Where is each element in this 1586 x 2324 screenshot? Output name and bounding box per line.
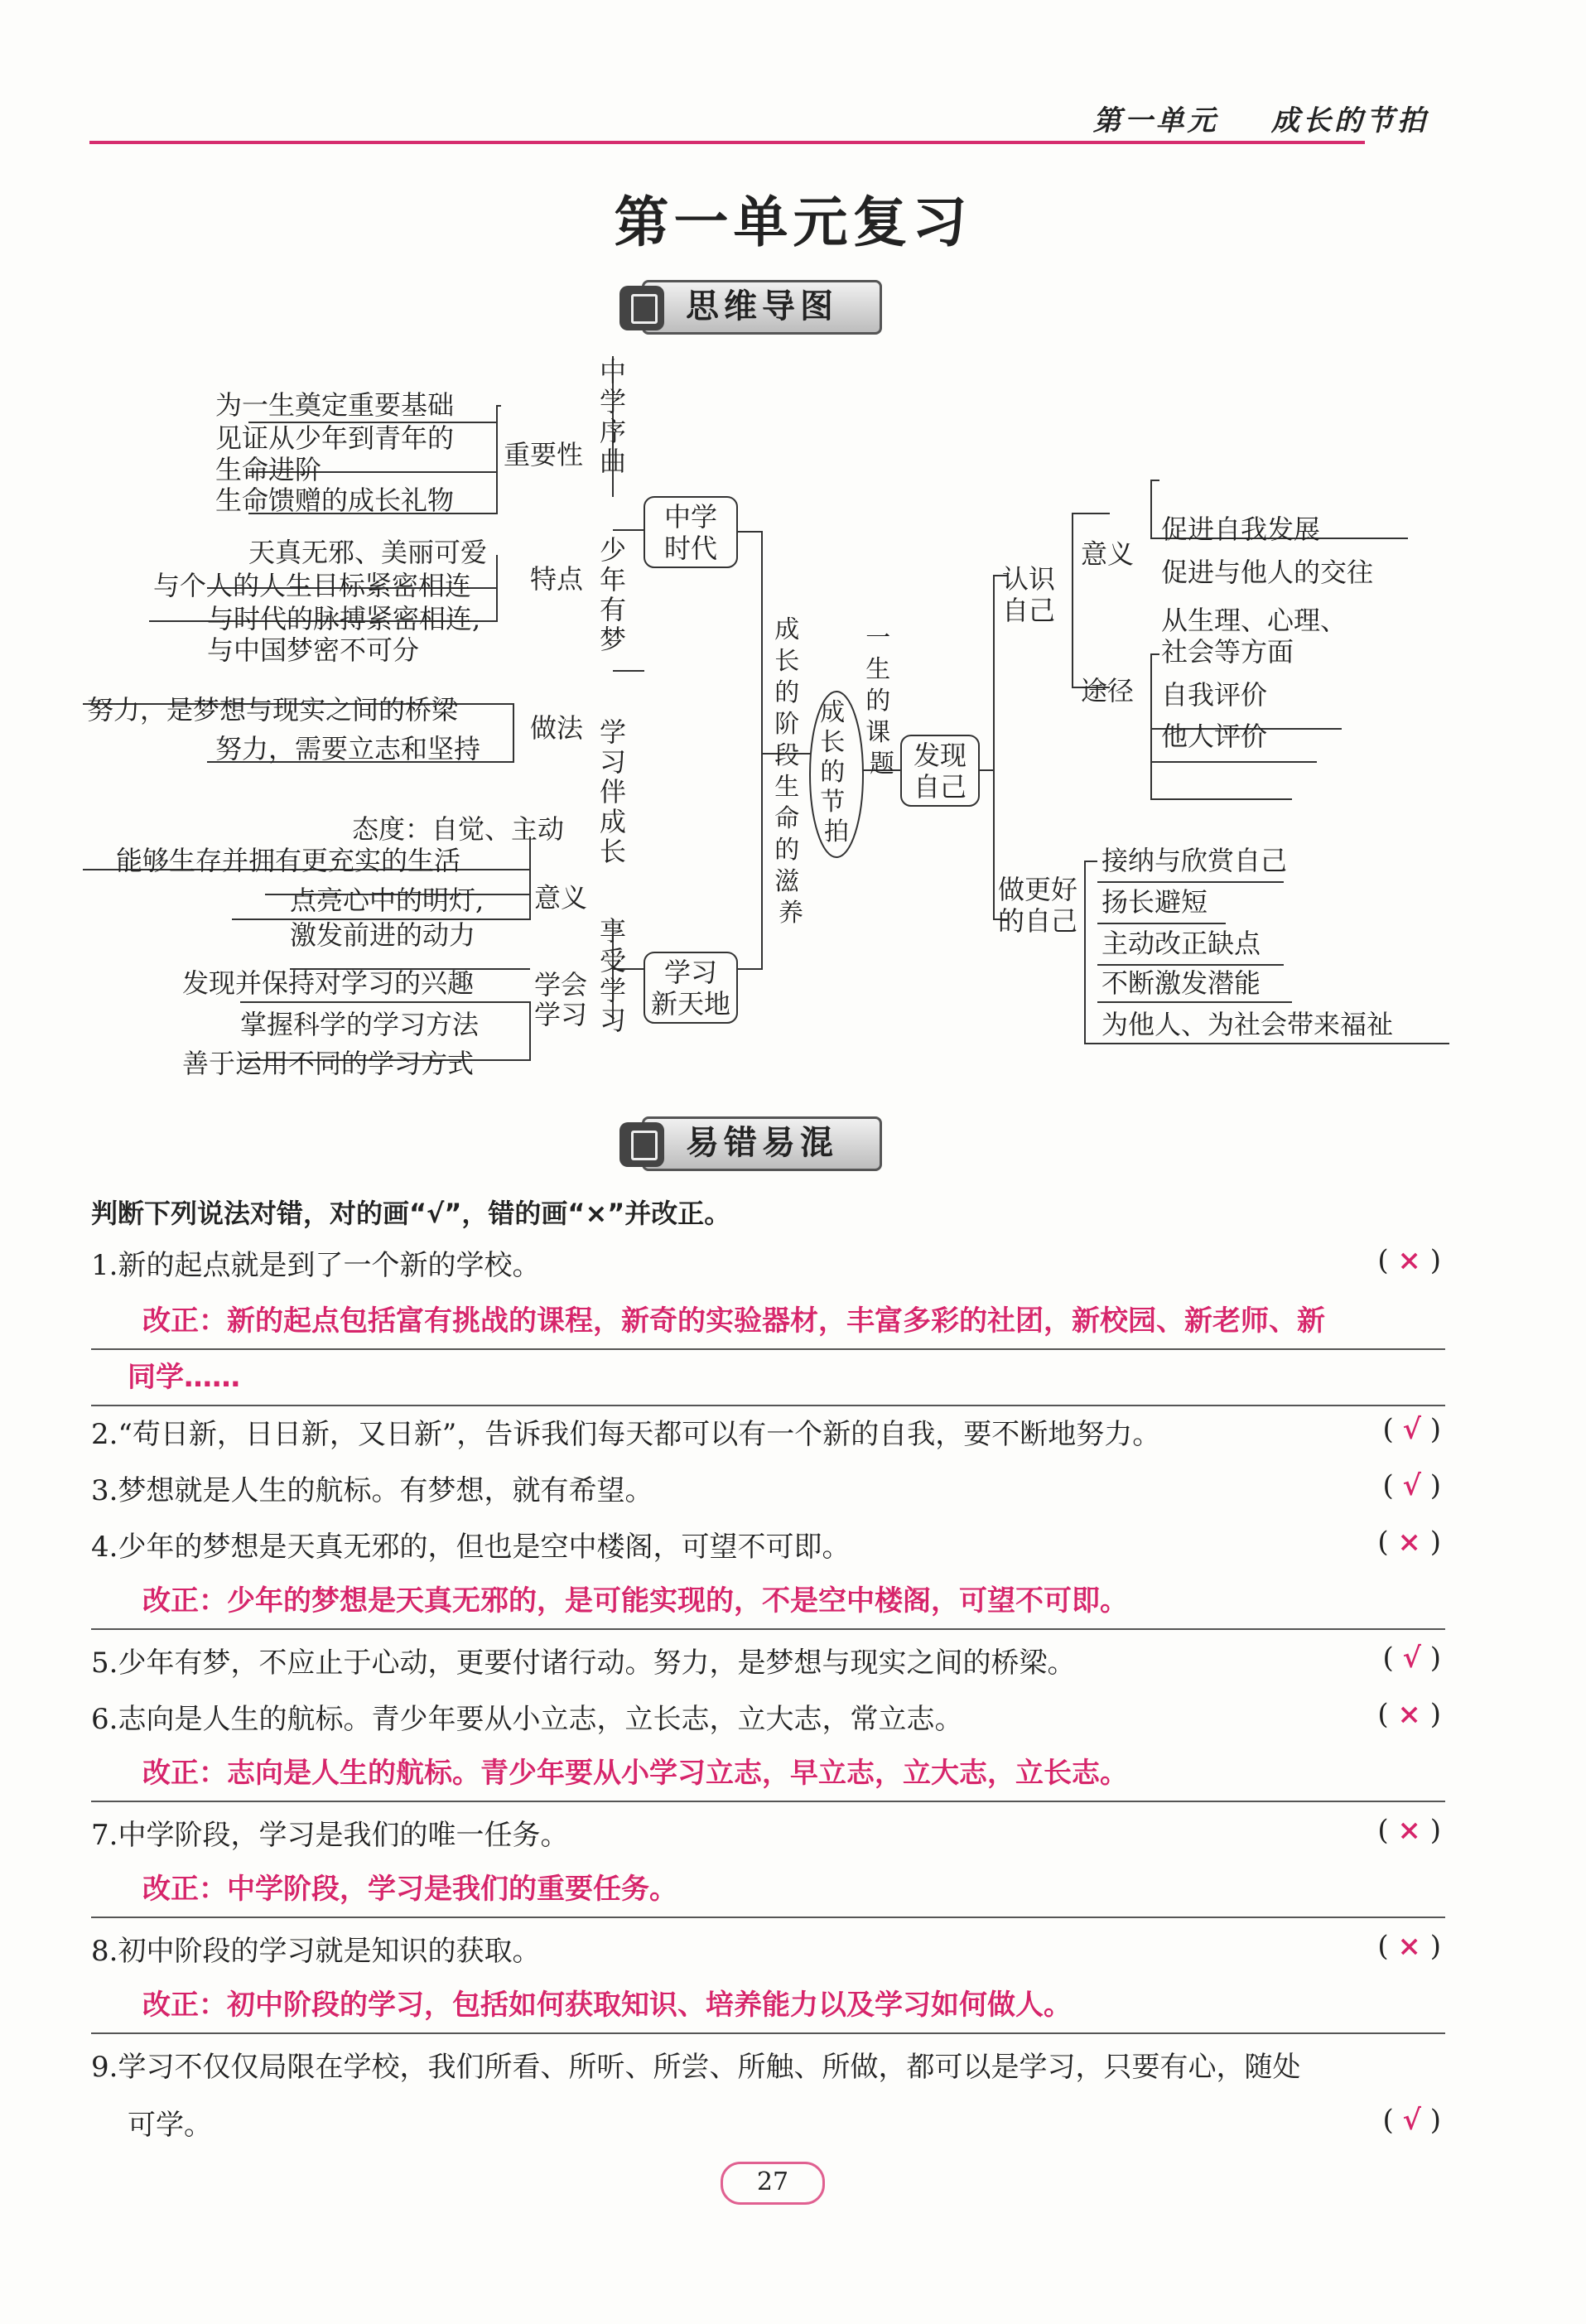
mm-better-2: 扬长避短 xyxy=(1102,886,1208,918)
errors-banner xyxy=(642,1116,882,1171)
mm-imp-4: 生命馈赠的成长礼物 xyxy=(215,485,455,516)
mm-better-4: 不断激发潜能 xyxy=(1102,967,1261,999)
mm-meaning: 意义 xyxy=(534,882,588,914)
mm-tujing-3: 自我评价 xyxy=(1161,679,1268,711)
mm-vert-chengzhang: 学习伴成长 xyxy=(599,716,627,867)
mm-yiyi-1: 促进自我发展 xyxy=(1161,513,1321,545)
mm-feat-1: 天真无邪、美丽可爱 xyxy=(248,537,488,568)
question-9-cont: 可学。 xyxy=(128,2109,212,2142)
answer-7: ( × ) xyxy=(1377,1814,1441,1847)
mm-vert-xiang: 享受学习 xyxy=(599,915,627,1036)
mm-meaning-2: 能够生存并拥有更充实的生活 xyxy=(116,845,461,876)
mm-better-1: 接纳与欣赏自己 xyxy=(1102,845,1288,876)
correction-6: 改正：志向是人生的航标。青少年要从小学习立志，早立志，立大志，立长志。 xyxy=(91,1746,1445,1802)
mm-tujing-2: 社会等方面 xyxy=(1161,636,1294,668)
mm-left-branch-label: 成 长 的 阶 段 生 命 的 滋 养 xyxy=(774,615,803,928)
mm-know: 认识自己 xyxy=(1002,563,1056,626)
mm-meaning-1: 态度：自觉、主动 xyxy=(352,813,565,845)
errors-banner-label: 易错易混 xyxy=(686,1124,838,1162)
page-number: 27 xyxy=(721,2162,825,2205)
mind-map xyxy=(83,340,1491,1102)
correction-8: 改正：初中阶段的学习，包括如何获取知识、培养能力以及学习如何做人。 xyxy=(91,1978,1445,2034)
mm-method-1: 努力，是梦想与现实之间的桥梁 xyxy=(87,694,459,726)
question-9: 9.学习不仅仅局限在学校，我们所看、所听、所尝、所触、所做，都可以是学习，只要有心，随处 xyxy=(91,2051,1301,2084)
mm-meaning-4: 激发前进的动力 xyxy=(290,919,476,951)
mm-method: 做法 xyxy=(530,712,584,744)
mm-right-branch-label: 一 生 的 课 题 xyxy=(865,624,894,779)
question-5: 5.少年有梦，不应止于心动，更要付诸行动。努力，是梦想与现实之间的桥梁。 xyxy=(91,1647,1076,1680)
mm-tujing-4: 他人评价 xyxy=(1161,721,1268,752)
mm-method-2: 努力，需要立志和坚持 xyxy=(215,733,481,764)
correction-4: 改正：少年的梦想是天真无邪的，是可能实现的，不是空中楼阁，可望不可即。 xyxy=(91,1574,1445,1630)
mm-node-faxian: 发现自己 xyxy=(913,740,967,803)
mm-better-5: 为他人、为社会带来福祉 xyxy=(1102,1009,1394,1040)
question-3: 3.梦想就是人生的航标。有梦想，就有希望。 xyxy=(91,1474,653,1507)
answer-4: ( × ) xyxy=(1377,1526,1441,1559)
question-7: 7.中学阶段，学习是我们的唯一任务。 xyxy=(91,1819,569,1852)
books-icon xyxy=(619,1122,664,1167)
mm-better: 做更好的自己 xyxy=(998,874,1078,937)
mm-vert-xuqu: 中学序曲 xyxy=(599,356,627,477)
mm-yiyi: 意义 xyxy=(1081,538,1135,570)
mindmap-banner-label: 思维导图 xyxy=(686,287,838,325)
mm-importance: 重要性 xyxy=(504,439,584,470)
page-title: 第一单元复习 xyxy=(614,190,972,254)
mm-tujing: 途径 xyxy=(1081,675,1135,706)
question-6: 6.志向是人生的航标。青少年要从小立志，立长志，立大志，常立志。 xyxy=(91,1703,963,1736)
mm-yiyi-2: 促进与他人的交往 xyxy=(1161,557,1374,588)
header-title: 第一单元 成长的节拍 xyxy=(1092,104,1429,137)
mm-imp-2: 见证从少年到青年的 xyxy=(215,422,455,454)
mm-tujing-1: 从生理、心理、 xyxy=(1161,605,1347,636)
answer-5: ( √ ) xyxy=(1382,1642,1441,1675)
answer-1: ( × ) xyxy=(1377,1244,1441,1277)
answer-2: ( √ ) xyxy=(1382,1413,1441,1446)
mm-imp-1: 为一生奠定重要基础 xyxy=(215,389,455,421)
mm-learn: 学会学习 xyxy=(534,969,588,1030)
mm-feat-2: 与个人的人生目标紧密相连 xyxy=(153,570,472,601)
mm-meaning-3: 点亮心中的明灯, xyxy=(290,885,484,916)
mm-node-xuexi: 学习新天地 xyxy=(650,957,731,1020)
answer-6: ( × ) xyxy=(1377,1698,1441,1731)
mm-imp-3: 生命进阶 xyxy=(215,454,322,485)
correction-7: 改正：中学阶段，学习是我们的重要任务。 xyxy=(91,1862,1445,1918)
mm-learn-2: 掌握科学的学习方法 xyxy=(240,1009,480,1040)
correction-1: 改正：新的起点包括富有挑战的课程，新奇的实验器材，丰富多彩的社团，新校园、新老师、新 同学…… xyxy=(91,1294,1445,1406)
mindmap-banner xyxy=(642,280,882,335)
header-rule xyxy=(89,141,1365,144)
mm-node-zhongxue: 中学时代 xyxy=(663,501,718,564)
mm-vert-meng: 少年有梦 xyxy=(599,534,627,655)
mm-learn-3: 善于运用不同的学习方式 xyxy=(182,1048,475,1079)
question-1: 1.新的起点就是到了一个新的学校。 xyxy=(91,1249,541,1282)
mm-better-3: 主动改正缺点 xyxy=(1102,928,1261,959)
answer-3: ( √ ) xyxy=(1382,1469,1441,1502)
mm-features: 特点 xyxy=(530,563,584,595)
answer-8: ( × ) xyxy=(1377,1930,1441,1963)
mm-learn-1: 发现并保持对学习的兴趣 xyxy=(182,967,475,999)
question-2: 2.“苟日新，日日新，又日新”，告诉我们每天都可以有一个新的自我，要不断地努力。 xyxy=(91,1418,1161,1451)
question-8: 8.初中阶段的学习就是知识的获取。 xyxy=(91,1935,541,1968)
answer-9: ( √ ) xyxy=(1382,2104,1441,2137)
question-4: 4.少年的梦想是天真无邪的，但也是空中楼阁，可望不可即。 xyxy=(91,1531,851,1564)
mm-feat-4: 与中国梦密不可分 xyxy=(207,634,420,666)
instruction: 判断下列说法对错，对的画“√”，错的画“×”并改正。 xyxy=(91,1198,731,1229)
notebook-icon xyxy=(619,286,664,330)
mm-feat-3: 与时代的脉搏紧密相连, xyxy=(207,603,481,634)
mm-center: 成 长 的 节 拍 xyxy=(820,698,849,846)
